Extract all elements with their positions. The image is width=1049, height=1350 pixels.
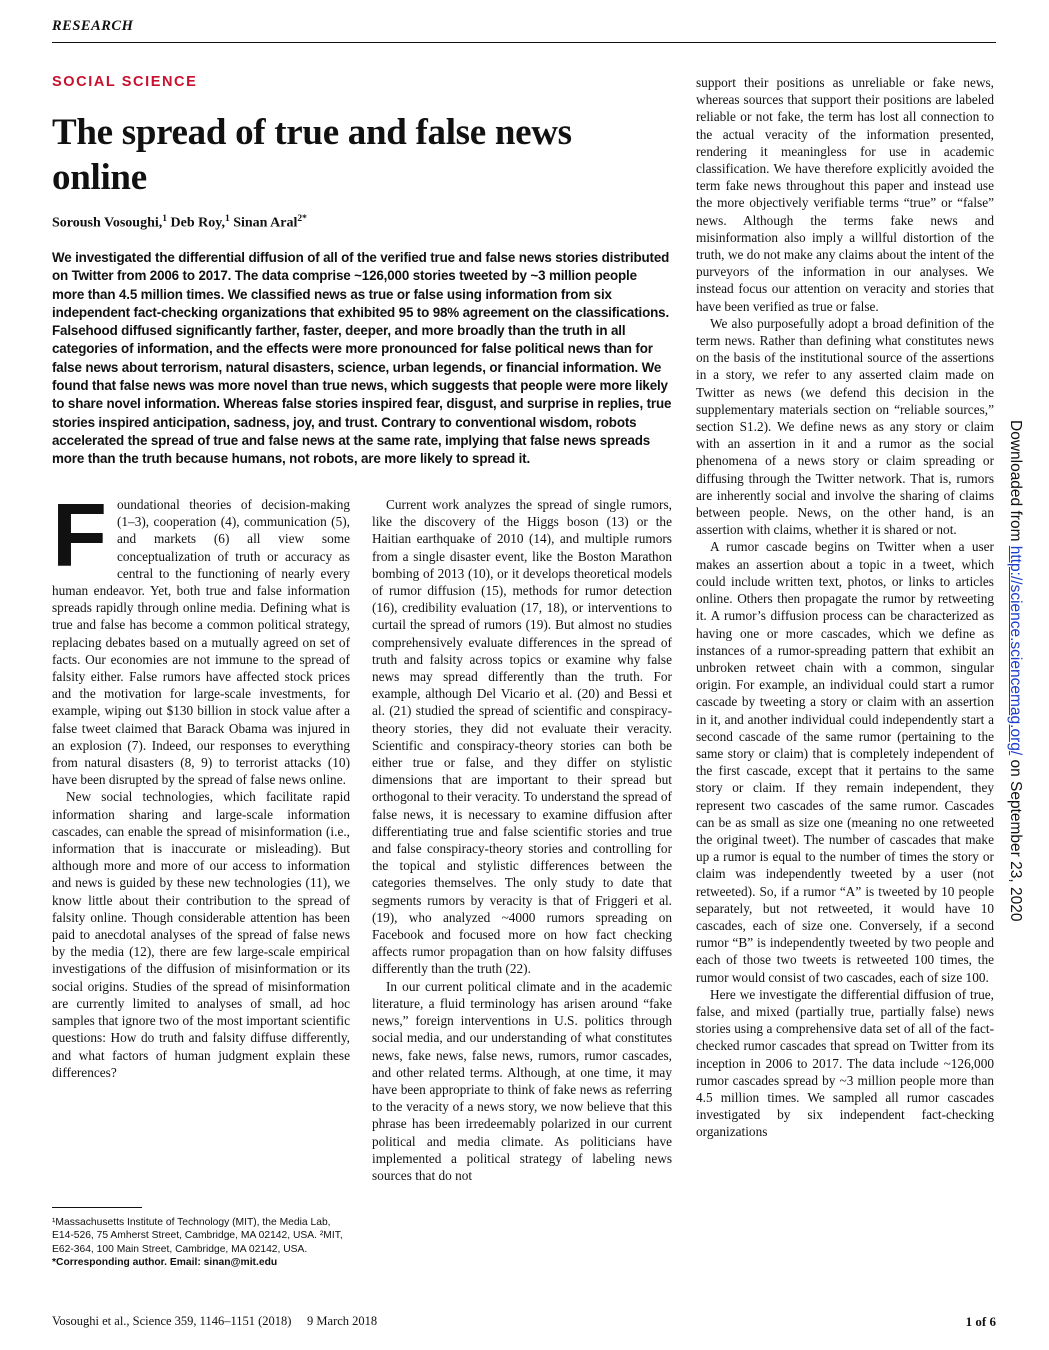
body-column-1 — [52, 486, 350, 1081]
download-suffix: on September 23, 2020 — [1007, 755, 1024, 922]
body-paragraph: In our current political climate and in the academic literature, a fluid terminology has arisen around “fake news,” foreign interventions in U.S. politics through social media, and our understanding of what constitutes news, fake news, false news, rumors, rumor cascades, and other related terms. Although, at one time, it may have been appropriate to think of fake news as referring to the veracity of a news story, we now believe that this phrase has been irredeemably polarized in our current political and media climate. As politicians have implemented a political strategy of labeling news sources that do not — [372, 978, 672, 1183]
author-affiliation-mark: 1 — [224, 214, 230, 224]
download-prefix: Downloaded from — [1007, 420, 1024, 546]
body-paragraph: support their positions as unreliable or fake news, whereas sources that support their positions are labeled reliable or not fake, the term has lost all connection to the actual veracity of the information presented, rendering it meaningless for use in academic classification. We have therefore explicitly avoided the term fake news throughout this paper and instead use the more objectively verifiable terms “true” or “false” news. Although the terms fake news and misinformation also imply a willful distortion of the truth, we do not make any claims about the intent of the purveyors of the information in our analyses. We instead focus our attention on veracity and stories that have been verified as true or false. — [696, 75, 994, 314]
citation-line: Vosoughi et al., Science 359, 1146–1151 (2018) 9 March 2018 — [52, 1314, 378, 1328]
corresponding-author-note: *Corresponding author. Email: sinan@mit.edu — [52, 1257, 278, 1269]
download-notice — [1006, 420, 1024, 921]
body-column-3 — [696, 74, 994, 1141]
body-paragraph: New social technologies, which facilitate rapid information sharing and large-scale information cascades, can enable the spread of misinformation (i.e., information that is inaccurate or misleading). But although more and more of our access to information and news is guided by these new technologies (11), we know little about their contribution to the spread of falsity online. Though considerable attention has been paid to anecdotal analyses of the spread of false news by the media (12), there are few large-scale empirical investigations of the diffusion of misinformation or its social origins. Studies of the spread of misinformation are currently limited to analyses of small, ad hoc samples that ignore two of the most important scientific questions: How do truth and falsity diffuse differently, and what factors of human judgment explain these differences? — [52, 789, 350, 1080]
footnote-rule — [52, 1207, 142, 1208]
body-column-2 — [372, 496, 672, 1184]
abstract: We investigated the differential diffusion of all of the verified true and false news stories distributed on Twitter from 2006 to 2017. The data comprise ~126,000 stories tweeted by ~3 million people more than 4.5 million times. We classified news as true or false using information from six independent fact-checking organizations that exhibited 95 to 98% agreement on the classifications. Falsehood diffused significantly farther, faster, deeper, and more broadly than the truth in all categories of information, and the effects were more pronounced for false political news than for false news about terrorism, natural disasters, science, urban legends, or financial information. We found that false news was more novel than true news, which suggests that people were more likely to share novel information. Whereas false stories inspired fear, disgust, and surprise in replies, true stories inspired anticipation, sadness, joy, and trust. Contrary to conventional wisdom, robots accelerated the spread of true and false news at the same rate, implying that false news spreads more than the truth because humans, not robots, are more likely to spread it. — [52, 250, 672, 467]
body-paragraph: Current work analyzes the spread of single rumors, like the discovery of the Higgs boson (13) or the Haitian earthquake of 2010 (14), and multiple rumors from a single disaster event, like the Boston Marathon bombing of 2013 (10), or it develops theoretical models of rumor diffusion (15), methods for rumor detection (16), credibility evaluation (17, 18), or interventions to curtail the spread of rumors (19). But almost no studies comprehensively evaluate differences in the spread of truth and falsity across topics or examine why false news may spread differently than the truth. For example, although Del Vicario et al. (20) and Bessi et al. (21) studied the spread of scientific and conspiracy-theory stories, they did not evaluate their veracity. Scientific and conspiracy-theory stories can both be either true or false, and they differ on stylistic dimensions that are important to their spread but orthogonal to their veracity. To understand the spread of false news, it is necessary to examine diffusion after differentiating true and false scientific stories and true and false conspiracy-theory stories and controlling for the topical and stylistic differences between the categories themselves. The only study to date that segments rumors by veracity is that of Friggeri et al. (19), who analyzed ~4000 rumors spreading on Facebook and focused more on how fact checking affects rumor propagation than on how falsity diffuses differently than the truth (22). — [372, 497, 672, 977]
header-rule — [52, 42, 996, 43]
running-head: RESEARCH — [52, 18, 134, 34]
author-list — [52, 214, 307, 232]
page-number: 1 of 6 — [965, 1314, 996, 1329]
body-paragraph: oundational theories of decision-making (1–3), cooperation (4), communication (5), and markets (6) all view some conceptualization of truth or accuracy as central to the functioning of nearly every human endeavor. Yet, both true and false information spreads rapidly through online media. Defining what is true and false has become a common political strategy, replacing debates based on a mutually agreed on set of facts. Our economies are not immune to the spread of falsity either. False rumors have affected stock prices and the motivation for large-scale investments, for example, wiping out $130 billion in stock value after a false tweet claimed that Barack Obama was injured in an explosion (7). Indeed, our responses to everything from natural disasters (8, 9) to terrorist attacks (10) have been disrupted by the spread of false news online. — [52, 497, 350, 788]
article-title: The spread of true and false news online — [52, 112, 572, 198]
section-label: SOCIAL SCIENCE — [52, 74, 198, 90]
body-paragraph: We also purposefully adopt a broad definition of the term news. Rather than defining what constitutes news on the basis of the institutional source of the assertions in a story, we refer to any asserted claim made on Twitter as news (we defend this decision in the supplementary materials section on “reliable sources,” section S1.2). We define news as any story or claim with an assertion in it and a rumor as the social phenomena of a news story or claim spreading or diffusing through the Twitter network. That is, rumors are inherently social and involve the sharing of claims between people. News, on the other hand, is an assertion with claims, whether it is shared or not. — [696, 315, 994, 538]
footnotes — [52, 1216, 352, 1270]
author-affiliation-mark: 2* — [297, 214, 307, 224]
author-name: Soroush Vosoughi, — [52, 215, 163, 231]
body-paragraph: Here we investigate the differential diffusion of true, false, and mixed (partially true, partially false) news stories using a comprehensive data set of all of the fact-checked rumor cascades that spread on Twitter from its inception in 2006 to 2017. The data include ~126,000 rumor cascades spread by ~3 million people more than 4.5 million times. We sampled all rumor cascades investigated by six independent fact-checking organizations — [696, 986, 994, 1140]
author-name: Sinan Aral — [233, 215, 298, 231]
affiliation-footnote: ¹Massachusetts Institute of Technology (MIT), the Media Lab, E14-526, 75 Amherst Street, Cambridge, MA 02142, USA. ²MIT, E62-364, 100 Main Street, Cambridge, MA 02142, USA. — [52, 1217, 343, 1255]
download-link[interactable]: http://science.sciencemag.org/ — [1007, 545, 1024, 756]
drop-cap: F — [52, 486, 107, 586]
body-paragraph: A rumor cascade begins on Twitter when a user makes an assertion about a topic in a tweet, which could include written text, photos, or links to articles online. Others then propagate the rumor by retweeting it. A rumor’s diffusion process can be characterized as having one or more cascades, which we define as instances of a rumor-spreading pattern that exhibit an unbroken retweet chain with a common, singular origin. For example, an individual could start a rumor cascade by tweeting a story or claim with an assertion in it, and another individual could independently start a second cascade of the same rumor (pertaining to the same story or claim) that is completely independent of the first cascade, except that it pertains to the same story or claim. If they remain independent, they represent two cascades of the same rumor. Cascades can be as small as size one (meaning no one retweeted the original tweet). The number of cascades that make up a rumor is equal to the number of times the story or claim was independently tweeted by a user (not retweeted). So, if a rumor “A” is tweeted by 10 people separately, but not retweeted, it would have 10 cascades, each of size one. Conversely, if a second rumor “B” is independently tweeted by two people and each of those two tweets is retweeted 100 times, the rumor would consist of two cascades, each of size 100. — [696, 539, 994, 985]
author-affiliation-mark: 1 — [162, 214, 167, 224]
author-name: Deb Roy, — [170, 215, 225, 231]
download-sidebar — [1007, 420, 1038, 940]
